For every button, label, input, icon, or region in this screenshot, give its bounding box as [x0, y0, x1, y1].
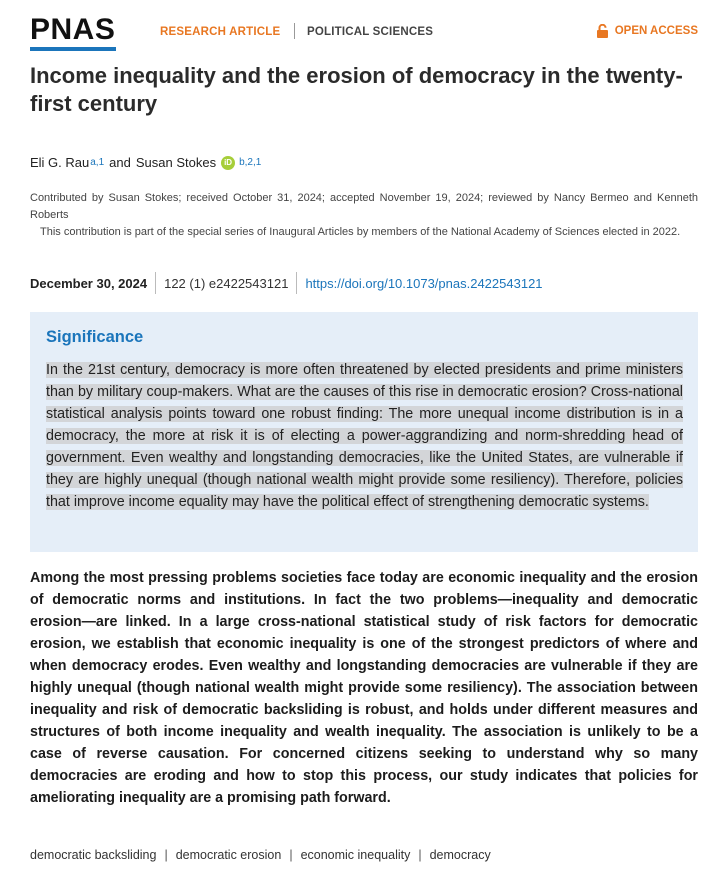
significance-text: In the 21st century, democracy is more often threatened by elected presidents and prime ministers than by military coup-makers. What are the causes of this rise in democratic erosion? Cross-national statistical analysis points toward one robust finding: The more unequal income distribution is in a democracy, the more at risk it is of electing a power-aggrandizing and norm-shredding head of government. Even wealthy and longstanding democracies, like the United States, are vulnerable if they are highly unequal (though national wealth might provide some resiliency). Therefore, policies that improve income equality may have the political effect of strengthening democratic systems.	[46, 362, 683, 510]
contribution-statement	[30, 190, 698, 241]
author-affiliation[interactable]: b,2,1	[239, 157, 262, 168]
author-name[interactable]: Eli G. Rau	[30, 155, 90, 170]
logo-underline	[30, 47, 116, 51]
section-label[interactable]: POLITICAL SCIENCES	[307, 26, 434, 38]
open-access-badge	[596, 24, 698, 38]
keyword-list	[30, 848, 491, 862]
publication-meta	[30, 272, 543, 294]
logo-text: PNAS	[30, 13, 116, 46]
header-divider	[294, 23, 295, 39]
keyword-separator: |	[418, 848, 422, 862]
article-type-label[interactable]: RESEARCH ARTICLE	[160, 26, 281, 38]
author-conjunction: and	[109, 155, 131, 170]
keyword-link[interactable]: democratic erosion	[175, 848, 282, 862]
keyword-link[interactable]: economic inequality	[300, 848, 411, 862]
volume-issue: 122 (1) e2422543121	[164, 275, 289, 291]
publication-date: December 30, 2024	[30, 275, 148, 291]
keyword-separator: |	[289, 848, 293, 862]
author-list	[30, 155, 261, 170]
open-lock-icon	[596, 24, 609, 38]
doi-link[interactable]: https://doi.org/10.1073/pnas.2422543121	[305, 275, 543, 291]
significance-box	[30, 312, 698, 552]
keyword-separator: |	[164, 848, 168, 862]
keyword-link[interactable]: democratic backsliding	[30, 848, 157, 862]
significance-text-block	[46, 359, 683, 513]
meta-divider	[155, 272, 156, 294]
author-name[interactable]: Susan Stokes	[135, 155, 217, 170]
pnas-logo[interactable]	[30, 13, 116, 51]
series-note: This contribution is part of the special series of Inaugural Articles by members of the National Academy of Sciences elected in 2022.	[40, 226, 681, 238]
orcid-icon[interactable]: iD	[221, 156, 235, 170]
keyword-link[interactable]: democracy	[429, 848, 491, 862]
meta-divider	[296, 272, 297, 294]
article-title: Income inequality and the erosion of democracy in the twenty-first century	[30, 63, 683, 116]
open-access-label: OPEN ACCESS	[614, 25, 698, 37]
header-bar	[30, 13, 698, 52]
significance-heading: Significance	[46, 328, 144, 346]
contribution-text: Contributed by Susan Stokes; received October 31, 2024; accepted November 19, 2024; reviewed by Nancy Bermeo and Kenneth Roberts	[30, 192, 698, 221]
abstract: Among the most pressing problems societies face today are economic inequality and the erosion of democratic norms and institutions. In fact the two problems—inequality and democratic erosion—are linked. In a large cross-national statistical study of risk factors for democratic erosion, we establish that economic inequality is one of the strongest predictors of where and when democracy erodes. Even wealthy and longstanding democracies are vulnerable if they are highly unequal (though national wealth might provide some resiliency). The association between inequality and risk of democratic backsliding is robust, and holds under different measures and structures of both income inequality and wealth inequality. The association is unlikely to be a case of reverse causation. For concerned citizens seeking to understand why so many democracies are eroding and how to stop this process, our study indicates that policies for ameliorating inequality are a promising path forward.	[30, 570, 698, 806]
author-affiliation[interactable]: a,1	[90, 157, 105, 168]
